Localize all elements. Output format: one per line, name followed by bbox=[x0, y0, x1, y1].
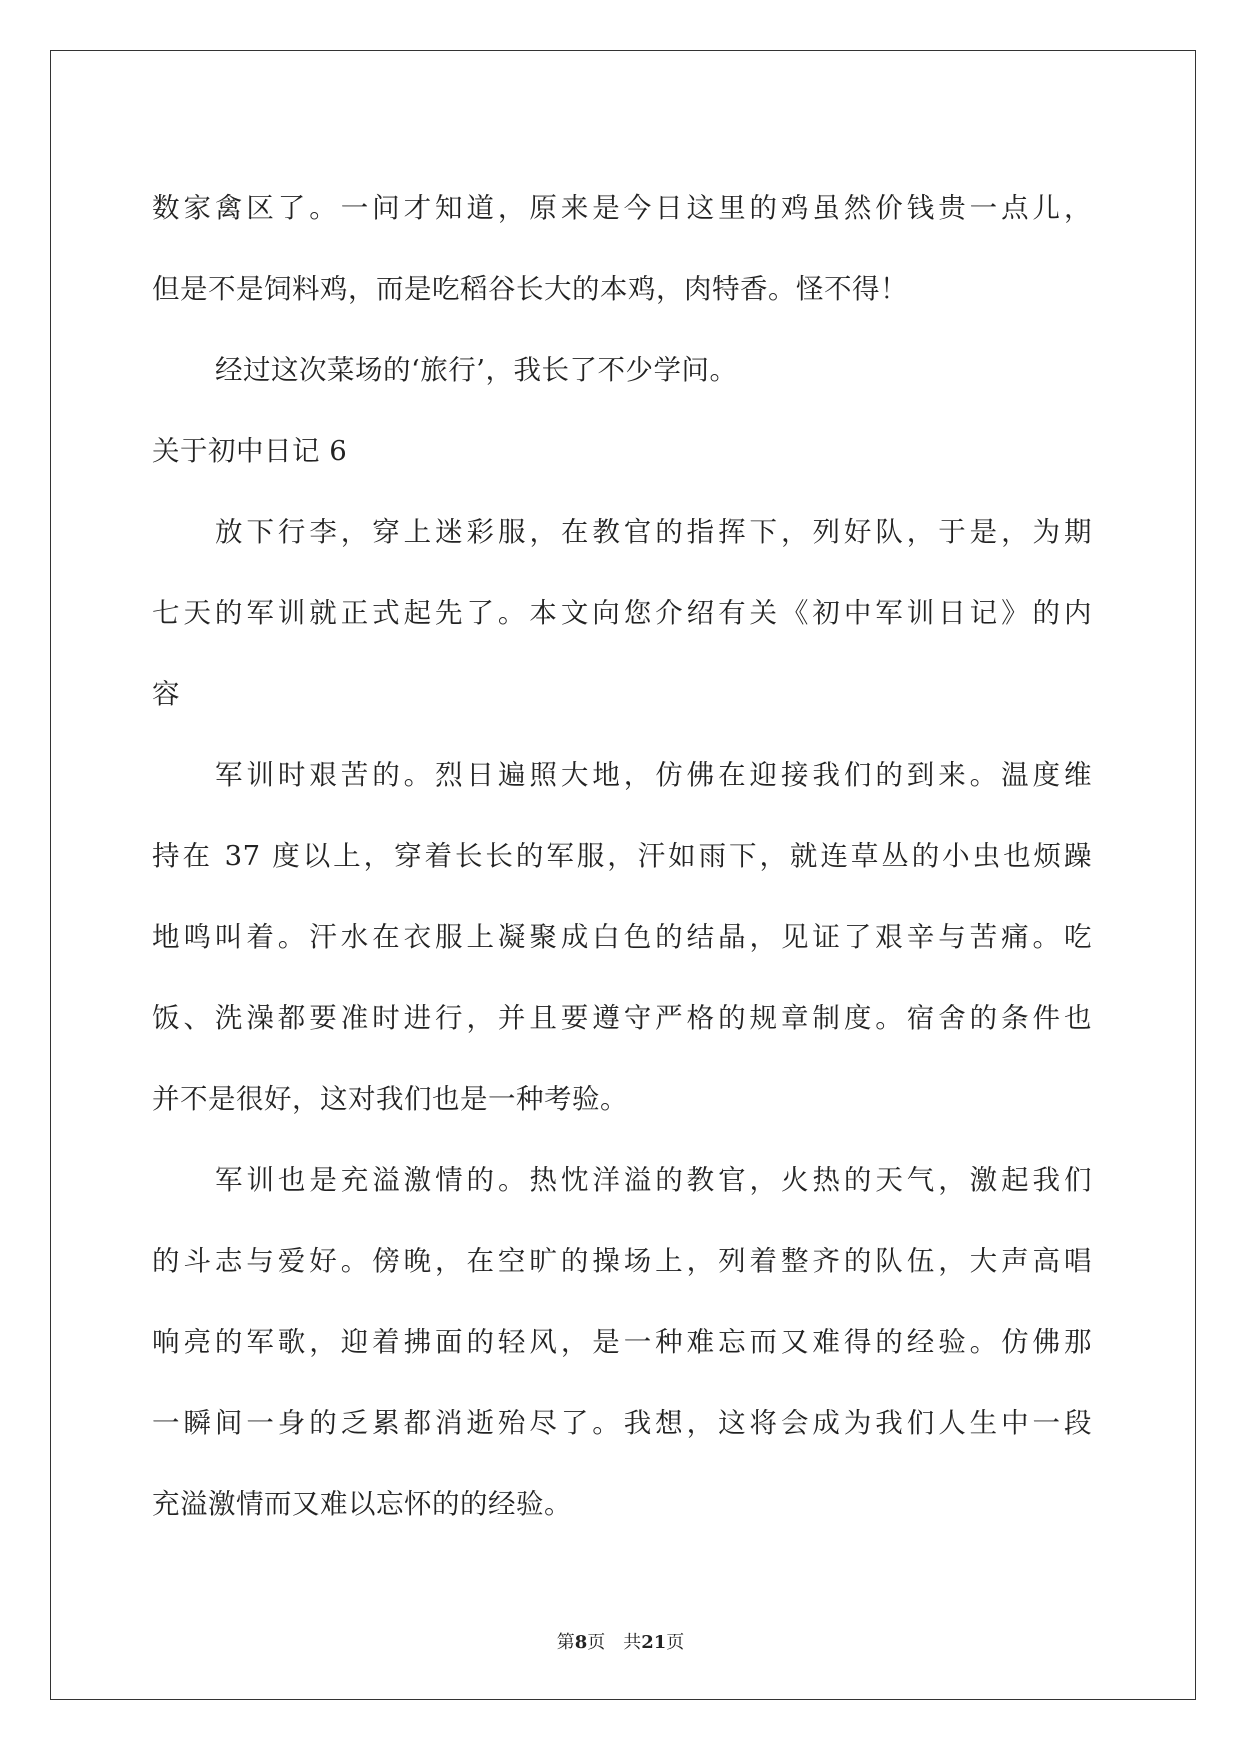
text-line-17: 充溢激情而又难以忘怀的的经验。 bbox=[152, 1488, 572, 1520]
section-heading: 关于初中日记 6 bbox=[152, 435, 348, 467]
total-page-count: 21 bbox=[641, 1632, 667, 1653]
text-line-5: 放下行李，穿上迷彩服，在教官的指挥下，列好队，于是，为期 bbox=[215, 516, 1092, 548]
footer-page-word: 页 bbox=[587, 1632, 606, 1653]
footer-total-prefix: 共 bbox=[623, 1632, 642, 1653]
text-line-1: 数家禽区了。一问才知道，原来是今日这里的鸡虽然价钱贵一点儿， bbox=[152, 192, 1092, 224]
text-line-7: 容 bbox=[152, 678, 180, 710]
text-line-16: 一瞬间一身的乏累都消逝殆尽了。我想，这将会成为我们人生中一段 bbox=[152, 1407, 1092, 1439]
text-line-14: 的斗志与爱好。傍晚，在空旷的操场上，列着整齐的队伍，大声高唱 bbox=[152, 1245, 1092, 1277]
text-line-15: 响亮的军歌，迎着拂面的轻风，是一种难忘而又难得的经验。仿佛那 bbox=[152, 1326, 1092, 1358]
text-line-9: 持在 37 度以上，穿着长长的军服，汗如雨下，就连草丛的小虫也烦躁 bbox=[152, 840, 1092, 872]
text-line-10: 地鸣叫着。汗水在衣服上凝聚成白色的结晶，见证了艰辛与苦痛。吃 bbox=[152, 921, 1092, 953]
text-line-3: 经过这次菜场的‘旅行’，我长了不少学问。 bbox=[215, 354, 738, 386]
document-body bbox=[152, 168, 1092, 1545]
text-line-13: 军训也是充溢激情的。热忱洋溢的教官，火热的天气，激起我们 bbox=[215, 1164, 1092, 1196]
footer-prefix: 第 bbox=[556, 1632, 575, 1653]
text-line-6: 七天的军训就正式起先了。本文向您介绍有关《初中军训日记》的内 bbox=[152, 597, 1092, 629]
footer-total-suffix: 页 bbox=[666, 1632, 685, 1653]
current-page-number: 8 bbox=[574, 1632, 588, 1653]
text-line-12: 并不是很好，这对我们也是一种考验。 bbox=[152, 1083, 628, 1115]
text-line-8: 军训时艰苦的。烈日遍照大地，仿佛在迎接我们的到来。温度维 bbox=[215, 759, 1092, 791]
page-footer bbox=[0, 1628, 1241, 1654]
text-line-2: 但是不是饲料鸡，而是吃稻谷长大的本鸡，肉特香。怪不得！ bbox=[152, 273, 908, 305]
text-line-11: 饭、洗澡都要准时进行，并且要遵守严格的规章制度。宿舍的条件也 bbox=[152, 1002, 1092, 1034]
